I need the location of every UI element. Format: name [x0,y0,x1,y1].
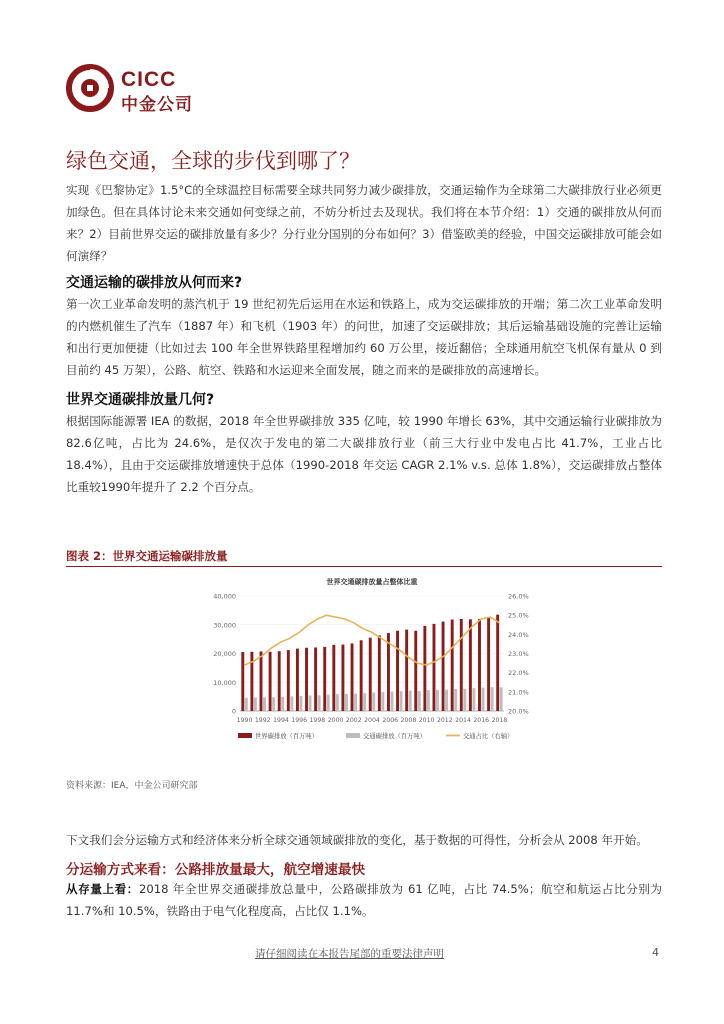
x-tick-label: 2008 [400,717,417,724]
section-body-origin: 第一次工业革命发明的蒸汽机于 19 世纪初先后运用在水运和铁路上，成为交运碳排放的开端；第二次工业革命发明的内燃机催生了汽车（1887 年）和飞机（1903 年）的问世，加速了交运碳排放；其后运输基础设施的完善让运输和出行更加便捷（比如过去 100 年全世界铁路里程增加约 60 万公里，接近翻倍；全球通用航空飞机保有量从 0 到目前约 45 万架），公路、航空、铁路和水运迎来全面发展，随之而来的是碳排放的高速增长。 [66,297,662,377]
bar-world-emissions [442,622,445,711]
bar-transport-emissions [290,696,293,711]
bar-world-emissions [423,626,426,711]
y-right-tick-label: 25.0% [508,611,529,620]
bar-transport-emissions [272,697,275,711]
y-right-tick-label: 26.0% [508,592,529,601]
x-tick-label: 1998 [309,717,326,724]
bar-world-emissions [269,652,272,711]
logo-text-cn: 中金公司 [121,95,193,115]
bar-transport-emissions [318,695,321,711]
section3-intro: 下文我们会分运输方式和经济体来分析全球交通领域碳排放的变化，基于数据的可得性，分析会从 2008 年开始。 [66,833,648,847]
bar-world-emissions [314,647,317,711]
x-tick-label: 1996 [291,717,308,724]
bar-transport-emissions [354,694,357,711]
x-tick-label: 1990 [236,717,253,724]
bar-transport-emissions [381,692,384,711]
y-right-tick-label: 22.0% [508,669,529,678]
bar-transport-emissions [327,695,330,711]
bar-world-emissions [287,650,290,711]
bar-transport-emissions [491,687,494,711]
x-tick-label: 2000 [327,717,344,724]
y-right-tick-label: 21.0% [508,688,529,697]
bar-world-emissions [405,630,408,711]
bar-transport-emissions [345,694,348,711]
bar-world-emissions [387,633,390,711]
bar-world-emissions [378,635,381,711]
x-tick-label: 2010 [418,717,435,724]
bar-world-emissions [341,645,344,711]
bar-world-emissions [323,647,326,711]
x-tick-label: 1994 [273,717,289,724]
y-left-tick-label: 20,000 [213,650,236,658]
bar-world-emissions [332,645,335,711]
y-right-tick-label: 20.0% [508,707,529,716]
emissions-chart [200,572,540,750]
bar-transport-emissions [472,688,475,711]
section-heading-volume: 世界交通碳排放量几何? [66,392,215,408]
x-tick-label: 2014 [455,717,471,724]
bar-world-emissions [296,649,299,711]
bar-transport-emissions [372,692,375,711]
section-heading-mode: 分运输方式来看：公路排放量最大，航空增速最快 [66,862,366,878]
y-left-tick-label: 30,000 [213,621,236,630]
bar-transport-emissions [463,689,466,711]
bar-world-emissions [396,631,399,711]
bar-world-emissions [351,643,354,711]
legal-notice-link[interactable]: 请仔细阅读在本报告尾部的重要法律声明 [255,948,444,960]
section-body-volume: 根据国际能源署 IEA 的数据，2018 年全世界碳排放 335 亿吨，较 1990 年增长 63%，其中交通运输行业碳排放为 82.6亿吨，占比为 24.6%，是仅次于发电的第二大碳排放行业（前三大行业中发电占比 41.7%，工业占比 18.4%），且由于交运碳排放增速快于总体（1990-2018 年交运 CAGR 2.1% v.s. 总体 1.8%），交运碳排放占整体比重较1990年提升了 2.2 个百分点。 [66,414,662,494]
bar-transport-emissions [309,695,312,711]
bar-transport-emissions [254,698,257,711]
bar-world-emissions [414,631,417,711]
bar-world-emissions [478,619,481,711]
bar-transport-emissions [427,690,430,711]
bar-world-emissions [451,620,454,711]
bar-transport-emissions [454,689,457,711]
x-tick-label: 2016 [473,717,490,724]
x-tick-label: 2012 [436,717,453,724]
y-left-tick-label: 10,000 [213,678,236,687]
bar-world-emissions [487,617,490,711]
bar-transport-emissions [245,698,248,711]
intro-paragraph: 实现《巴黎协定》1.5°C的全球温控目标需要全球共同努力减少碳排放，交通运输作为全球第二大碳排放行业必须更加绿色。但在具体讨论未来交通如何变绿之前，不妨分析过去及现状。我们将在本节介绍：1）交通的碳排放从何而来？2）目前世界交运的碳排放量有多少？分行业分国别的分布如何？3）借鉴欧美的经验，中国交运碳排放可能会如何演绎？ [66,183,662,263]
bar-transport-emissions [500,687,503,711]
bar-transport-emissions [400,691,403,711]
bar-world-emissions [433,624,436,711]
section-body-mode-text: 2018 年全世界交通碳排放总量中，公路碳排放为 61 亿吨，占比 74.5%；航空和航运占比分别为 11.7%和 10.5%，铁路由于电气化程度高，占比仅 1.1%。 [66,882,662,918]
figure-source [66,778,198,791]
bar-world-emissions [241,652,244,711]
page-title: 绿色交通，全球的步伐到哪了？ [66,149,360,173]
section-heading-origin: 交通运输的碳排放从何而来? [66,275,243,291]
bar-world-emissions [360,640,363,711]
bar-transport-emissions [409,691,412,711]
cicc-logo [66,62,206,118]
x-tick-label: 1992 [254,717,271,724]
y-right-tick-label: 24.0% [508,630,529,639]
bar-transport-emissions [263,697,266,711]
bar-transport-emissions [418,691,421,711]
figure-source-label: 资料来源： [66,781,112,791]
bar-transport-emissions [436,690,439,711]
bar-world-emissions [369,638,372,711]
bar-world-emissions [469,619,472,711]
figure-title: 图表 2：世界交通运输碳排放量 [66,549,228,563]
section-body-mode [66,878,662,922]
y-left-tick-label: 0 [231,707,236,716]
cicc-logo-icon [66,62,116,114]
bar-world-emissions [460,619,463,711]
bar-world-emissions [250,652,253,711]
x-tick-label: 2002 [345,717,362,724]
logo-text-en: CICC [121,68,177,91]
x-tick-label: 2004 [364,717,380,724]
bar-transport-emissions [391,692,394,711]
legend-label: 交通碳排放（百万吨） [363,733,426,740]
bar-world-emissions [305,648,308,711]
x-tick-label: 2006 [382,717,399,724]
figure-divider [66,566,662,567]
bar-transport-emissions [445,690,448,711]
bar-transport-emissions [482,688,485,711]
section-body-mode-lead: 从存量上看： [66,882,139,896]
chart-title: 世界交通碳排放量占整体比重 [326,578,418,586]
legend-swatch [238,733,252,738]
bar-transport-emissions [363,693,366,711]
y-left-tick-label: 40,000 [213,592,236,601]
legend-label: 世界碳排放（百万吨） [255,733,318,740]
bar-world-emissions [278,651,281,711]
x-tick-label: 2018 [491,717,508,724]
page-number: 4 [652,946,659,959]
y-right-tick-label: 23.0% [508,650,529,658]
legend-label: 交通占比（右轴） [463,733,514,740]
bar-transport-emissions [281,697,284,711]
figure-source-text: IEA，中金公司研究部 [111,781,198,791]
bar-transport-emissions [299,696,302,711]
bar-world-emissions [496,615,499,711]
bar-transport-emissions [336,694,339,711]
legend-swatch [346,733,360,738]
bar-world-emissions [260,651,263,711]
